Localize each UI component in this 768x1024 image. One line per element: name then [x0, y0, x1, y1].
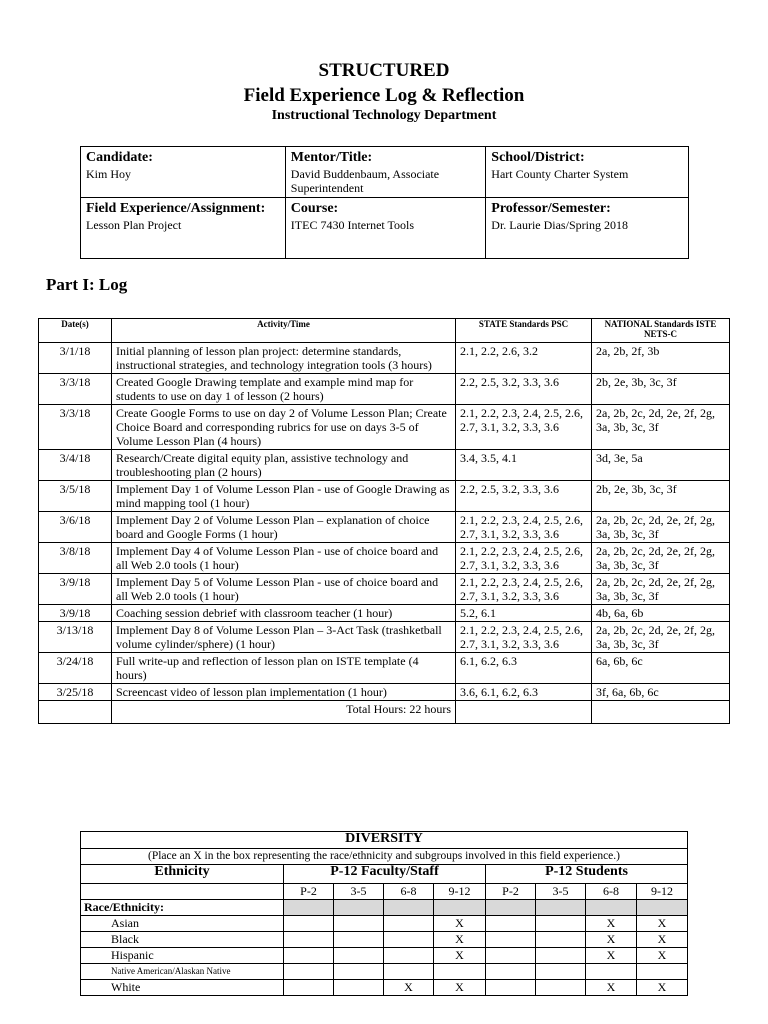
- school-label: School/District:: [491, 150, 585, 165]
- mark-cell[interactable]: [384, 932, 434, 948]
- mark-cell[interactable]: [334, 916, 384, 932]
- grade-header: P-2: [284, 884, 334, 900]
- mark-cell[interactable]: X: [637, 948, 688, 964]
- race-name: Black: [81, 932, 284, 948]
- shaded-cell: [586, 900, 637, 916]
- document-subtitle: Field Experience Log & Reflection: [243, 85, 525, 106]
- diversity-instruction: (Place an X in the box representing the race/ethnicity and subgroups involved in this field experience.): [81, 849, 688, 865]
- grade-header: 3-5: [536, 884, 586, 900]
- mark-cell[interactable]: [284, 948, 334, 964]
- mark-cell[interactable]: X: [434, 980, 486, 996]
- shaded-cell: [334, 900, 384, 916]
- log-row: [39, 374, 730, 405]
- log-state-cell: 2.1, 2.2, 2.6, 3.2: [456, 343, 592, 374]
- mark-cell[interactable]: X: [586, 948, 637, 964]
- log-activity-cell: Implement Day 4 of Volume Lesson Plan - use of choice board and all Web 2.0 tools (1 hour): [112, 543, 456, 574]
- log-national-cell: 2b, 2e, 3b, 3c, 3f: [592, 374, 730, 405]
- mark-cell[interactable]: X: [586, 932, 637, 948]
- log-header-state: STATE Standards PSC: [456, 319, 592, 343]
- total-empty-cell: [39, 701, 112, 724]
- log-state-cell: 3.4, 3.5, 4.1: [456, 450, 592, 481]
- students-header: P-12 Students: [486, 865, 688, 884]
- grade-header: 9-12: [434, 884, 486, 900]
- mark-cell[interactable]: X: [637, 980, 688, 996]
- mark-cell[interactable]: [334, 948, 384, 964]
- log-activity-cell: Implement Day 2 of Volume Lesson Plan – explanation of choice board and Google Forms (1 hour): [112, 512, 456, 543]
- info-table: [80, 146, 689, 259]
- grade-header: 3-5: [334, 884, 384, 900]
- mark-cell[interactable]: X: [434, 932, 486, 948]
- log-national-cell: 2a, 2b, 2c, 2d, 2e, 2f, 2g, 3a, 3b, 3c, 3f: [592, 622, 730, 653]
- log-row: [39, 684, 730, 701]
- mark-cell[interactable]: [637, 964, 688, 980]
- log-row: [39, 481, 730, 512]
- log-row: [39, 405, 730, 450]
- log-header-national: NATIONAL Standards ISTE NETS-C: [592, 319, 730, 343]
- log-row: [39, 622, 730, 653]
- log-date-cell: 3/3/18: [39, 405, 112, 450]
- mark-cell[interactable]: [586, 964, 637, 980]
- course-cell: [285, 198, 486, 259]
- candidate-value: Kim Hoy: [86, 167, 131, 181]
- mark-cell[interactable]: [284, 932, 334, 948]
- log-date-cell: 3/8/18: [39, 543, 112, 574]
- field-value: Lesson Plan Project: [86, 218, 182, 232]
- mark-cell[interactable]: [486, 932, 536, 948]
- shaded-cell: [536, 900, 586, 916]
- log-state-cell: 2.1, 2.2, 2.3, 2.4, 2.5, 2.6, 2.7, 3.1, 3.2, 3.3, 3.6: [456, 543, 592, 574]
- log-date-cell: 3/6/18: [39, 512, 112, 543]
- log-state-cell: 2.1, 2.2, 2.3, 2.4, 2.5, 2.6, 2.7, 3.1, 3.2, 3.3, 3.6: [456, 622, 592, 653]
- mark-cell[interactable]: [486, 948, 536, 964]
- log-state-cell: 2.1, 2.2, 2.3, 2.4, 2.5, 2.6, 2.7, 3.1, 3.2, 3.3, 3.6: [456, 405, 592, 450]
- grade-header: 9-12: [637, 884, 688, 900]
- log-date-cell: 3/9/18: [39, 574, 112, 605]
- mentor-cell: [285, 147, 486, 198]
- log-date-cell: 3/13/18: [39, 622, 112, 653]
- total-empty-cell: [592, 701, 730, 724]
- professor-value: Dr. Laurie Dias/Spring 2018: [491, 218, 628, 232]
- total-hours: Total Hours: 22 hours: [112, 701, 456, 724]
- part-heading: Part I: Log: [46, 275, 128, 294]
- race-row: [81, 932, 688, 948]
- course-value: ITEC 7430 Internet Tools: [290, 218, 415, 232]
- faculty-header: P-12 Faculty/Staff: [284, 865, 486, 884]
- mark-cell[interactable]: [486, 980, 536, 996]
- log-row: [39, 574, 730, 605]
- course-label: Course:: [290, 201, 339, 216]
- log-activity-cell: Research/Create digital equity plan, assistive technology and troubleshooting plan (2 hours): [112, 450, 456, 481]
- mark-cell[interactable]: X: [637, 916, 688, 932]
- log-row: [39, 605, 730, 622]
- log-date-cell: 3/4/18: [39, 450, 112, 481]
- log-row: [39, 512, 730, 543]
- log-state-cell: 2.1, 2.2, 2.3, 2.4, 2.5, 2.6, 2.7, 3.1, 3.2, 3.3, 3.6: [456, 574, 592, 605]
- log-national-cell: 2a, 2b, 2f, 3b: [592, 343, 730, 374]
- log-activity-cell: Implement Day 8 of Volume Lesson Plan – 3-Act Task (trashketball volume cylinder/sphere) (1 hour): [112, 622, 456, 653]
- log-row: [39, 653, 730, 684]
- mark-cell[interactable]: [334, 964, 384, 980]
- log-row: [39, 543, 730, 574]
- shaded-cell: [637, 900, 688, 916]
- log-date-cell: 3/1/18: [39, 343, 112, 374]
- mark-cell[interactable]: [536, 980, 586, 996]
- mark-cell[interactable]: [384, 948, 434, 964]
- log-state-cell: 6.1, 6.2, 6.3: [456, 653, 592, 684]
- race-label: Race/Ethnicity:: [81, 900, 284, 916]
- log-activity-cell: Screencast video of lesson plan implementation (1 hour): [112, 684, 456, 701]
- mark-cell[interactable]: X: [586, 980, 637, 996]
- diversity-table: [80, 831, 688, 996]
- log-state-cell: 2.2, 2.5, 3.2, 3.3, 3.6: [456, 374, 592, 405]
- shaded-cell: [384, 900, 434, 916]
- mark-cell[interactable]: X: [637, 932, 688, 948]
- mark-cell[interactable]: [284, 916, 334, 932]
- log-activity-cell: Coaching session debrief with classroom teacher (1 hour): [112, 605, 456, 622]
- field-label: Field Experience/Assignment:: [86, 201, 266, 216]
- log-date-cell: 3/3/18: [39, 374, 112, 405]
- department-name: Instructional Technology Department: [271, 108, 497, 123]
- grade-empty-cell: [81, 884, 284, 900]
- log-date-cell: 3/5/18: [39, 481, 112, 512]
- professor-cell: [486, 198, 689, 259]
- mark-cell[interactable]: [334, 932, 384, 948]
- mentor-value: David Buddenbaum, Associate Superintendent: [290, 167, 440, 195]
- log-body: [39, 343, 730, 701]
- log-date-cell: 3/24/18: [39, 653, 112, 684]
- mark-cell[interactable]: [384, 964, 434, 980]
- mark-cell[interactable]: [486, 964, 536, 980]
- log-date-cell: 3/25/18: [39, 684, 112, 701]
- log-activity-cell: Implement Day 1 of Volume Lesson Plan - use of Google Drawing as mind mapping tool (1 hour): [112, 481, 456, 512]
- log-national-cell: 2b, 2e, 3b, 3c, 3f: [592, 481, 730, 512]
- race-name: Native American/Alaskan Native: [81, 964, 284, 980]
- race-row: [81, 980, 688, 996]
- log-state-cell: 2.1, 2.2, 2.3, 2.4, 2.5, 2.6, 2.7, 3.1, 3.2, 3.3, 3.6: [456, 512, 592, 543]
- total-empty-cell: [456, 701, 592, 724]
- race-row: [81, 948, 688, 964]
- shaded-cell: [284, 900, 334, 916]
- log-row: [39, 450, 730, 481]
- mark-cell[interactable]: X: [434, 916, 486, 932]
- race-name: Asian: [81, 916, 284, 932]
- log-activity-cell: Created Google Drawing template and example mind map for students to use on day 1 of lesson (2 hours): [112, 374, 456, 405]
- log-activity-cell: Initial planning of lesson plan project: determine standards, instructional strategies, and technology integration tools (3 hours): [112, 343, 456, 374]
- field-cell: [81, 198, 286, 259]
- candidate-cell: [81, 147, 286, 198]
- log-national-cell: 3f, 6a, 6b, 6c: [592, 684, 730, 701]
- mark-cell[interactable]: [284, 980, 334, 996]
- mark-cell[interactable]: [284, 964, 334, 980]
- mark-cell[interactable]: [536, 948, 586, 964]
- document-title: STRUCTURED: [318, 60, 450, 81]
- log-row: [39, 343, 730, 374]
- log-state-cell: 5.2, 6.1: [456, 605, 592, 622]
- mark-cell[interactable]: [536, 932, 586, 948]
- log-national-cell: 3d, 3e, 5a: [592, 450, 730, 481]
- race-name: White: [81, 980, 284, 996]
- log-national-cell: 2a, 2b, 2c, 2d, 2e, 2f, 2g, 3a, 3b, 3c, 3f: [592, 543, 730, 574]
- log-national-cell: 6a, 6b, 6c: [592, 653, 730, 684]
- mark-cell[interactable]: [334, 980, 384, 996]
- ethnicity-header: Ethnicity: [81, 865, 284, 884]
- grade-header: 6-8: [586, 884, 637, 900]
- race-name: Hispanic: [81, 948, 284, 964]
- mark-cell[interactable]: [384, 916, 434, 932]
- log-national-cell: 2a, 2b, 2c, 2d, 2e, 2f, 2g, 3a, 3b, 3c, 3f: [592, 574, 730, 605]
- school-value: Hart County Charter System: [491, 167, 629, 181]
- grade-header: 6-8: [384, 884, 434, 900]
- school-cell: [486, 147, 689, 198]
- candidate-label: Candidate:: [86, 150, 153, 165]
- log-activity-cell: Implement Day 5 of Volume Lesson Plan - use of choice board and all Web 2.0 tools (1 hour): [112, 574, 456, 605]
- grade-header: P-2: [486, 884, 536, 900]
- log-national-cell: 2a, 2b, 2c, 2d, 2e, 2f, 2g, 3a, 3b, 3c, 3f: [592, 405, 730, 450]
- log-national-cell: 4b, 6a, 6b: [592, 605, 730, 622]
- mark-cell[interactable]: [536, 964, 586, 980]
- log-header-date: Date(s): [39, 319, 112, 343]
- shaded-cell: [486, 900, 536, 916]
- mark-cell[interactable]: [486, 916, 536, 932]
- race-row: [81, 964, 688, 980]
- log-date-cell: 3/9/18: [39, 605, 112, 622]
- mark-cell[interactable]: [536, 916, 586, 932]
- log-activity-cell: Create Google Forms to use on day 2 of Volume Lesson Plan; Create Choice Board and corresponding rubrics for use on days 3-5 of Volume Lesson Plan (4 hours): [112, 405, 456, 450]
- log-state-cell: 2.2, 2.5, 3.2, 3.3, 3.6: [456, 481, 592, 512]
- shaded-cell: [434, 900, 486, 916]
- log-state-cell: 3.6, 6.1, 6.2, 6.3: [456, 684, 592, 701]
- mark-cell[interactable]: X: [586, 916, 637, 932]
- log-header-activity: Activity/Time: [112, 319, 456, 343]
- log-activity-cell: Full write-up and reflection of lesson plan on ISTE template (4 hours): [112, 653, 456, 684]
- race-row: [81, 916, 688, 932]
- mark-cell[interactable]: [434, 964, 486, 980]
- mark-cell[interactable]: X: [434, 948, 486, 964]
- professor-label: Professor/Semester:: [491, 201, 611, 216]
- log-table: [38, 318, 730, 724]
- log-national-cell: 2a, 2b, 2c, 2d, 2e, 2f, 2g, 3a, 3b, 3c, 3f: [592, 512, 730, 543]
- mentor-label: Mentor/Title:: [290, 150, 373, 165]
- mark-cell[interactable]: X: [384, 980, 434, 996]
- diversity-title: DIVERSITY: [81, 832, 688, 849]
